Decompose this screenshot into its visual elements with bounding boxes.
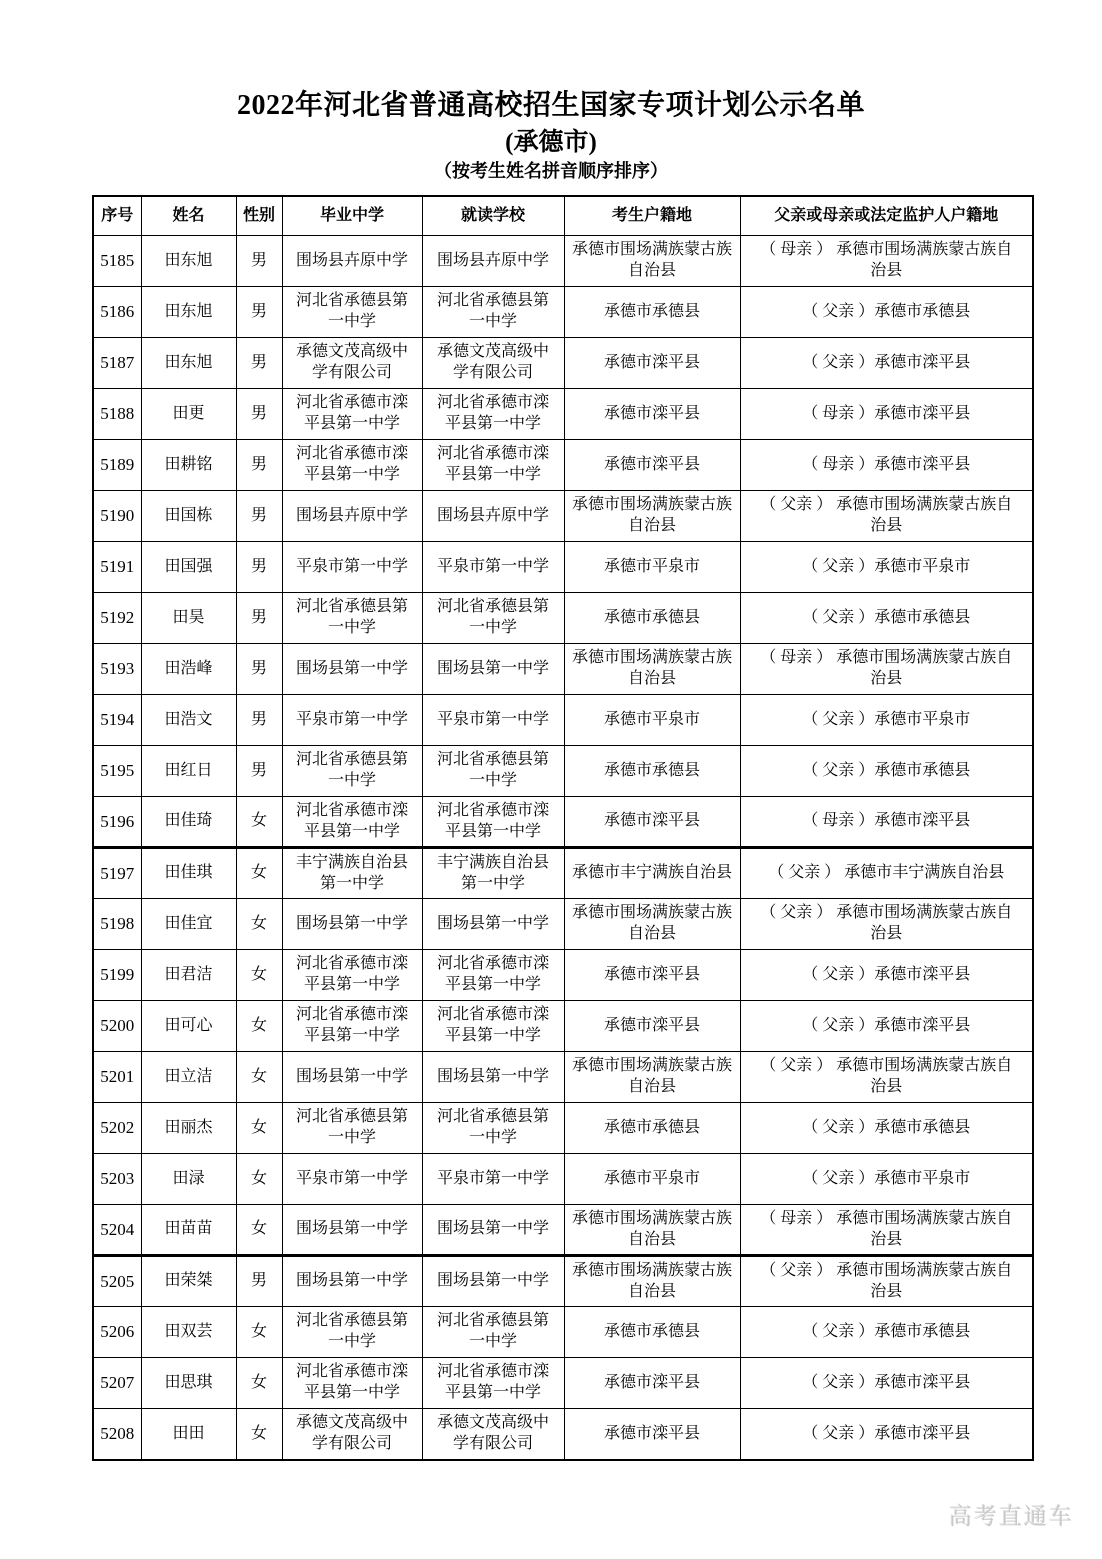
guardian-residence-cell: （ 父亲 ）承德市承德县 <box>740 593 1033 644</box>
candidate-residence-cell: 承德市围场满族蒙古族自治县 <box>564 1205 740 1256</box>
graduation-school-cell: 河北省承德市滦平县第一中学 <box>282 797 422 848</box>
table-header-row <box>93 196 1033 236</box>
attending-school-cell: 河北省承德市滦平县第一中学 <box>422 1001 564 1052</box>
candidate-residence-cell: 承德市围场满族蒙古族自治县 <box>564 491 740 542</box>
serial-cell: 5206 <box>93 1307 141 1358</box>
gender-cell: 女 <box>236 1358 282 1409</box>
gender-cell: 女 <box>236 1001 282 1052</box>
candidate-residence-cell: 承德市平泉市 <box>564 542 740 593</box>
attending-school-cell: 河北省承德县第一中学 <box>422 1103 564 1154</box>
table-row <box>93 1256 1033 1307</box>
candidate-residence-cell: 承德市滦平县 <box>564 950 740 1001</box>
gender-cell: 男 <box>236 644 282 695</box>
graduation-school-cell: 河北省承德县第一中学 <box>282 1307 422 1358</box>
graduation-school-cell: 围场县第一中学 <box>282 644 422 695</box>
name-cell: 田佳宜 <box>141 899 236 950</box>
graduation-school-cell: 河北省承德市滦平县第一中学 <box>282 1001 422 1052</box>
name-cell: 田渌 <box>141 1154 236 1205</box>
serial-cell: 5193 <box>93 644 141 695</box>
candidate-residence-cell: 承德市承德县 <box>564 746 740 797</box>
gender-cell: 女 <box>236 1154 282 1205</box>
attending-school-cell: 河北省承德市滦平县第一中学 <box>422 1358 564 1409</box>
serial-cell: 5202 <box>93 1103 141 1154</box>
name-cell: 田可心 <box>141 1001 236 1052</box>
guardian-residence-cell: （ 母亲 ）承德市滦平县 <box>740 440 1033 491</box>
table-row <box>93 491 1033 542</box>
serial-cell: 5189 <box>93 440 141 491</box>
table-row <box>93 899 1033 950</box>
watermark-gaokao-zhitongche: 高考直通车 <box>949 1503 1074 1529</box>
column-header-attending-school: 就读学校 <box>422 196 564 236</box>
table-row <box>93 542 1033 593</box>
serial-cell: 5188 <box>93 389 141 440</box>
name-cell: 田浩文 <box>141 695 236 746</box>
guardian-residence-cell: （ 父亲 ）承德市平泉市 <box>740 695 1033 746</box>
graduation-school-cell: 河北省承德县第一中学 <box>282 593 422 644</box>
guardian-residence-cell: （ 父亲 ）承德市承德县 <box>740 1307 1033 1358</box>
sort-order-note: （按考生姓名拼音顺序排序） <box>434 161 668 182</box>
table-row <box>93 1052 1033 1103</box>
candidate-residence-cell: 承德市滦平县 <box>564 389 740 440</box>
guardian-residence-cell: （ 母亲 ） 承德市围场满族蒙古族自治县 <box>740 1205 1033 1256</box>
candidate-residence-cell: 承德市围场满族蒙古族自治县 <box>564 644 740 695</box>
attending-school-cell: 围场县第一中学 <box>422 644 564 695</box>
column-header-serial: 序号 <box>93 196 141 236</box>
gender-cell: 男 <box>236 695 282 746</box>
name-cell: 田东旭 <box>141 338 236 389</box>
candidate-residence-cell: 承德市丰宁满族自治县 <box>564 848 740 899</box>
candidate-residence-cell: 承德市承德县 <box>564 593 740 644</box>
candidate-residence-cell: 承德市围场满族蒙古族自治县 <box>564 1256 740 1307</box>
serial-cell: 5187 <box>93 338 141 389</box>
gender-cell: 男 <box>236 236 282 287</box>
column-header-guardian-residence: 父亲或母亲或法定监护人户籍地 <box>740 196 1033 236</box>
attending-school-cell: 河北省承德市滦平县第一中学 <box>422 440 564 491</box>
attending-school-cell: 围场县卉原中学 <box>422 491 564 542</box>
gender-cell: 女 <box>236 1409 282 1460</box>
candidate-residence-cell: 承德市平泉市 <box>564 695 740 746</box>
table-row <box>93 1307 1033 1358</box>
attending-school-cell: 河北省承德县第一中学 <box>422 746 564 797</box>
serial-cell: 5200 <box>93 1001 141 1052</box>
guardian-residence-cell: （ 父亲 ）承德市滦平县 <box>740 1001 1033 1052</box>
table-row <box>93 338 1033 389</box>
page-subtitle-city: (承德市) <box>505 129 597 156</box>
serial-cell: 5197 <box>93 848 141 899</box>
gender-cell: 男 <box>236 287 282 338</box>
graduation-school-cell: 河北省承德县第一中学 <box>282 287 422 338</box>
gender-cell: 男 <box>236 542 282 593</box>
gender-cell: 女 <box>236 1103 282 1154</box>
column-header-gender: 性别 <box>236 196 282 236</box>
attending-school-cell: 河北省承德市滦平县第一中学 <box>422 950 564 1001</box>
table-row <box>93 440 1033 491</box>
table-row <box>93 236 1033 287</box>
name-cell: 田国强 <box>141 542 236 593</box>
gender-cell: 男 <box>236 491 282 542</box>
table-row <box>93 1358 1033 1409</box>
candidate-residence-cell: 承德市围场满族蒙古族自治县 <box>564 899 740 950</box>
table-row <box>93 644 1033 695</box>
table-row <box>93 950 1033 1001</box>
graduation-school-cell: 河北省承德市滦平县第一中学 <box>282 440 422 491</box>
gender-cell: 男 <box>236 1256 282 1307</box>
serial-cell: 5186 <box>93 287 141 338</box>
attending-school-cell: 围场县第一中学 <box>422 1052 564 1103</box>
serial-cell: 5195 <box>93 746 141 797</box>
guardian-residence-cell: （ 父亲 ）承德市平泉市 <box>740 542 1033 593</box>
name-cell: 田君洁 <box>141 950 236 1001</box>
name-cell: 田佳琪 <box>141 848 236 899</box>
serial-cell: 5194 <box>93 695 141 746</box>
serial-cell: 5192 <box>93 593 141 644</box>
guardian-residence-cell: （ 父亲 ） 承德市围场满族蒙古族自治县 <box>740 1052 1033 1103</box>
serial-cell: 5203 <box>93 1154 141 1205</box>
attending-school-cell: 河北省承德县第一中学 <box>422 593 564 644</box>
name-cell: 田昊 <box>141 593 236 644</box>
table-row <box>93 389 1033 440</box>
graduation-school-cell: 围场县卉原中学 <box>282 236 422 287</box>
gender-cell: 女 <box>236 950 282 1001</box>
name-cell: 田东旭 <box>141 287 236 338</box>
guardian-residence-cell: （ 父亲 ） 承德市丰宁满族自治县 <box>740 848 1033 899</box>
table-row <box>93 848 1033 899</box>
table-row <box>93 1001 1033 1052</box>
guardian-residence-cell: （ 父亲 ）承德市承德县 <box>740 287 1033 338</box>
attending-school-cell: 河北省承德市滦平县第一中学 <box>422 797 564 848</box>
serial-cell: 5196 <box>93 797 141 848</box>
name-cell: 田红日 <box>141 746 236 797</box>
candidate-residence-cell: 承德市滦平县 <box>564 1001 740 1052</box>
name-cell: 田田 <box>141 1409 236 1460</box>
guardian-residence-cell: （ 父亲 ） 承德市围场满族蒙古族自治县 <box>740 899 1033 950</box>
gender-cell: 女 <box>236 1052 282 1103</box>
candidate-residence-cell: 承德市围场满族蒙古族自治县 <box>564 1052 740 1103</box>
graduation-school-cell: 围场县第一中学 <box>282 1052 422 1103</box>
attending-school-cell: 河北省承德县第一中学 <box>422 1307 564 1358</box>
graduation-school-cell: 平泉市第一中学 <box>282 1154 422 1205</box>
graduation-school-cell: 河北省承德县第一中学 <box>282 1103 422 1154</box>
serial-cell: 5198 <box>93 899 141 950</box>
name-cell: 田立洁 <box>141 1052 236 1103</box>
candidate-residence-cell: 承德市滦平县 <box>564 797 740 848</box>
attending-school-cell: 承德文茂高级中学有限公司 <box>422 338 564 389</box>
graduation-school-cell: 河北省承德市滦平县第一中学 <box>282 1358 422 1409</box>
name-cell: 田丽杰 <box>141 1103 236 1154</box>
serial-cell: 5190 <box>93 491 141 542</box>
attending-school-cell: 平泉市第一中学 <box>422 1154 564 1205</box>
document-header <box>0 0 1102 183</box>
guardian-residence-cell: （ 父亲 ）承德市滦平县 <box>740 1409 1033 1460</box>
graduation-school-cell: 承德文茂高级中学有限公司 <box>282 338 422 389</box>
gender-cell: 女 <box>236 1307 282 1358</box>
table-row <box>93 797 1033 848</box>
serial-cell: 5201 <box>93 1052 141 1103</box>
gender-cell: 女 <box>236 899 282 950</box>
column-header-name: 姓名 <box>141 196 236 236</box>
table-row <box>93 1103 1033 1154</box>
graduation-school-cell: 河北省承德市滦平县第一中学 <box>282 950 422 1001</box>
graduation-school-cell: 围场县第一中学 <box>282 899 422 950</box>
candidate-residence-cell: 承德市滦平县 <box>564 1409 740 1460</box>
serial-cell: 5185 <box>93 236 141 287</box>
attending-school-cell: 围场县卉原中学 <box>422 236 564 287</box>
name-cell: 田思琪 <box>141 1358 236 1409</box>
gender-cell: 男 <box>236 746 282 797</box>
graduation-school-cell: 围场县卉原中学 <box>282 491 422 542</box>
gender-cell: 男 <box>236 338 282 389</box>
graduation-school-cell: 围场县第一中学 <box>282 1256 422 1307</box>
guardian-residence-cell: （ 父亲 ）承德市滦平县 <box>740 1358 1033 1409</box>
candidate-residence-cell: 承德市承德县 <box>564 1103 740 1154</box>
attending-school-cell: 平泉市第一中学 <box>422 695 564 746</box>
name-cell: 田荣桀 <box>141 1256 236 1307</box>
graduation-school-cell: 承德文茂高级中学有限公司 <box>282 1409 422 1460</box>
column-header-candidate-residence: 考生户籍地 <box>564 196 740 236</box>
table-row <box>93 695 1033 746</box>
candidate-residence-cell: 承德市滦平县 <box>564 338 740 389</box>
gender-cell: 男 <box>236 593 282 644</box>
candidate-residence-cell: 承德市平泉市 <box>564 1154 740 1205</box>
graduation-school-cell: 平泉市第一中学 <box>282 695 422 746</box>
table-row <box>93 746 1033 797</box>
guardian-residence-cell: （ 父亲 ） 承德市围场满族蒙古族自治县 <box>740 491 1033 542</box>
attending-school-cell: 围场县第一中学 <box>422 1256 564 1307</box>
name-cell: 田更 <box>141 389 236 440</box>
guardian-residence-cell: （ 母亲 ）承德市滦平县 <box>740 389 1033 440</box>
serial-cell: 5191 <box>93 542 141 593</box>
candidate-residence-cell: 承德市滦平县 <box>564 1358 740 1409</box>
gender-cell: 女 <box>236 1205 282 1256</box>
graduation-school-cell: 河北省承德县第一中学 <box>282 746 422 797</box>
attending-school-cell: 承德文茂高级中学有限公司 <box>422 1409 564 1460</box>
graduation-school-cell: 河北省承德市滦平县第一中学 <box>282 389 422 440</box>
gender-cell: 女 <box>236 797 282 848</box>
candidate-residence-cell: 承德市承德县 <box>564 1307 740 1358</box>
attending-school-cell: 河北省承德县第一中学 <box>422 287 564 338</box>
gender-cell: 女 <box>236 848 282 899</box>
candidate-residence-cell: 承德市承德县 <box>564 287 740 338</box>
guardian-residence-cell: （ 父亲 ）承德市平泉市 <box>740 1154 1033 1205</box>
table-row <box>93 1154 1033 1205</box>
serial-cell: 5204 <box>93 1205 141 1256</box>
attending-school-cell: 河北省承德市滦平县第一中学 <box>422 389 564 440</box>
guardian-residence-cell: （ 父亲 ） 承德市围场满族蒙古族自治县 <box>740 1256 1033 1307</box>
guardian-residence-cell: （ 父亲 ）承德市承德县 <box>740 1103 1033 1154</box>
table-row <box>93 1409 1033 1460</box>
serial-cell: 5205 <box>93 1256 141 1307</box>
guardian-residence-cell: （ 父亲 ）承德市滦平县 <box>740 950 1033 1001</box>
candidate-residence-cell: 承德市围场满族蒙古族自治县 <box>564 236 740 287</box>
attending-school-cell: 丰宁满族自治县第一中学 <box>422 848 564 899</box>
guardian-residence-cell: （ 母亲 ）承德市滦平县 <box>740 797 1033 848</box>
attending-school-cell: 围场县第一中学 <box>422 899 564 950</box>
page-title: 2022年河北省普通高校招生国家专项计划公示名单 <box>236 90 865 121</box>
graduation-school-cell: 平泉市第一中学 <box>282 542 422 593</box>
gender-cell: 男 <box>236 389 282 440</box>
guardian-residence-cell: （ 母亲 ） 承德市围场满族蒙古族自治县 <box>740 644 1033 695</box>
gender-cell: 男 <box>236 440 282 491</box>
name-cell: 田双芸 <box>141 1307 236 1358</box>
table-row <box>93 1205 1033 1256</box>
column-header-graduation-school: 毕业中学 <box>282 196 422 236</box>
serial-cell: 5208 <box>93 1409 141 1460</box>
candidate-residence-cell: 承德市滦平县 <box>564 440 740 491</box>
guardian-residence-cell: （ 父亲 ）承德市承德县 <box>740 746 1033 797</box>
name-cell: 田国栋 <box>141 491 236 542</box>
attending-school-cell: 围场县第一中学 <box>422 1205 564 1256</box>
table-row <box>93 287 1033 338</box>
guardian-residence-cell: （ 母亲 ） 承德市围场满族蒙古族自治县 <box>740 236 1033 287</box>
attending-school-cell: 平泉市第一中学 <box>422 542 564 593</box>
name-cell: 田耕铭 <box>141 440 236 491</box>
serial-cell: 5199 <box>93 950 141 1001</box>
serial-cell: 5207 <box>93 1358 141 1409</box>
name-cell: 田东旭 <box>141 236 236 287</box>
candidate-roster-table <box>92 195 1034 1461</box>
graduation-school-cell: 围场县第一中学 <box>282 1205 422 1256</box>
name-cell: 田浩峰 <box>141 644 236 695</box>
table-row <box>93 593 1033 644</box>
graduation-school-cell: 丰宁满族自治县第一中学 <box>282 848 422 899</box>
name-cell: 田苗苗 <box>141 1205 236 1256</box>
name-cell: 田佳琦 <box>141 797 236 848</box>
guardian-residence-cell: （ 父亲 ）承德市滦平县 <box>740 338 1033 389</box>
